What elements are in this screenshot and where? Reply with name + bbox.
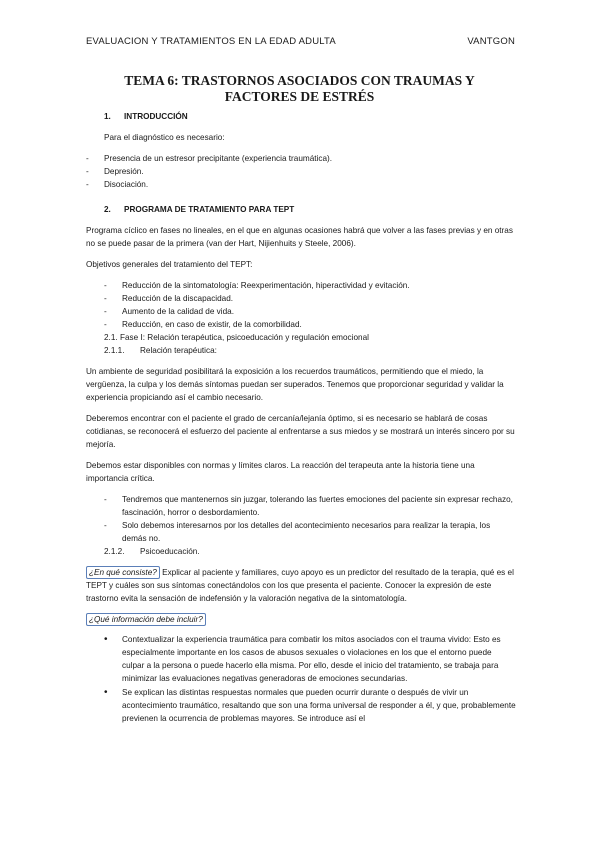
subsection-heading-fase-1: 2.1. Fase I: Relación terapéutica, psicoeducación y regulación emocional [104, 333, 369, 342]
paragraph: Debemos estar disponibles con normas y límites claros. La reacción del terapeuta ante la historia tiene una importancia crítica. [86, 461, 475, 483]
paragraph: Objetivos generales del tratamiento del TEPT: [86, 260, 253, 269]
paragraph: ¿En qué consiste? Explicar al paciente y familiares, cuyo apoyo es un predictor del resultado de la terapia, qué es el TEPT y cuáles son sus síntomas conectándolos con los que presenta el paciente. Conocer la expresión de este trastorno evita la sensación de indefensión y la valoración negativa de la sintomatología. [86, 568, 514, 603]
therapist-list [86, 493, 516, 545]
list-item: • Se explican las distintas respuestas normales que pueden ocurrir durante o después de vivir un acontecimiento traumático, resaltando que son una forma universal de responder a él, y que, probablemente previenen la ocurrencia de problemas mayores. Se introduce así el [86, 686, 516, 725]
section-heading-programa [104, 203, 516, 216]
list-item: - Aumento de la calidad de vida. [104, 307, 234, 316]
header-course-title: EVALUACION Y TRATAMIENTOS EN LA EDAD ADULTA [86, 36, 336, 47]
list-item: - Disociación. [86, 180, 149, 189]
bullet-icon: • [104, 634, 108, 645]
question-box: ¿En qué consiste? [86, 566, 160, 579]
section-number: 1. [104, 112, 111, 121]
subsection-heading-psicoeducacion: 2.1.2. Psicoeducación. [104, 547, 200, 556]
objectives-list [86, 279, 516, 331]
paragraph [86, 613, 516, 626]
list-item: • Contextualizar la experiencia traumática para combatir los mitos asociados con el trauma vivido: Esto es especialmente importante en los casos de abusos sexuales o violaciones en los que el entorno puede culpar a la persona o puede hacerlo ella misma. Por ello, desde el inicio del tratamiento, se trabaja para minimizar las evaluaciones negativas generadoras de emociones secundarias. [86, 633, 516, 685]
document-body [86, 110, 516, 726]
list-item: - Reducción de la discapacidad. [104, 294, 234, 303]
header-author: VANTGON [467, 36, 515, 47]
section-number: 2. [104, 205, 111, 214]
list-item: - Tendremos que mantenernos sin juzgar, tolerando las fuertes emociones del paciente sin expresar rechazo, fascinación, horror o desbordamiento. [104, 495, 513, 517]
paragraph: Un ambiente de seguridad posibilitará la exposición a los recuerdos traumáticos, permitiendo que el miedo, la vergüenza, la culpa y los demás síntomas puedan ser superados. Tenemos que proporcionar seguridad y validar la experiencia propiciando así el cambio necesario. [86, 367, 504, 402]
subsection-heading-relacion: 2.1.1. Relación terapéutica: [104, 346, 217, 355]
paragraph: Deberemos encontrar con el paciente el grado de cercanía/lejanía óptimo, si es necesario se hablará de cosas cotidianas, se reconocerá el esfuerzo del paciente al enfrentarse a sus miedos y se mostrará un interés sincero por su mejoría. [86, 414, 515, 449]
list-item: - Presencia de un estresor precipitante (experiencia traumática). [86, 154, 332, 163]
question-box: ¿Qué información debe incluir? [86, 613, 206, 626]
section-title: INTRODUCCIÓN [124, 112, 188, 121]
paragraph: Programa cíclico en fases no lineales, en el que en algunas ocasiones habrá que volver a las fases previas y en otras no se puede pasar de la primera (van der Hart, Nijienhuits y Steele, 2006). [86, 226, 513, 248]
list-item: - Reducción de la sintomatología: Reexperimentación, hiperactividad y evitación. [104, 281, 410, 290]
list-item: - Reducción, en caso de existir, de la comorbilidad. [104, 320, 302, 329]
page-title: TEMA 6: TRASTORNOS ASOCIADOS CON TRAUMAS Y FACTORES DE ESTRÉS [124, 73, 475, 104]
running-header [86, 36, 515, 47]
section-title: PROGRAMA DE TRATAMIENTO PARA TEPT [124, 205, 295, 214]
list-item: - Solo debemos interesarnos por los detalles del acontecimiento necesarios para realizar la terapia, los demás no. [104, 521, 491, 543]
section-heading-introduccion [104, 110, 516, 123]
list-item: - Depresión. [86, 167, 144, 176]
paragraph: Para el diagnóstico es necesario: [104, 133, 225, 142]
bullet-icon: • [104, 687, 108, 698]
diagnosis-list [86, 152, 516, 191]
info-list [86, 633, 516, 725]
